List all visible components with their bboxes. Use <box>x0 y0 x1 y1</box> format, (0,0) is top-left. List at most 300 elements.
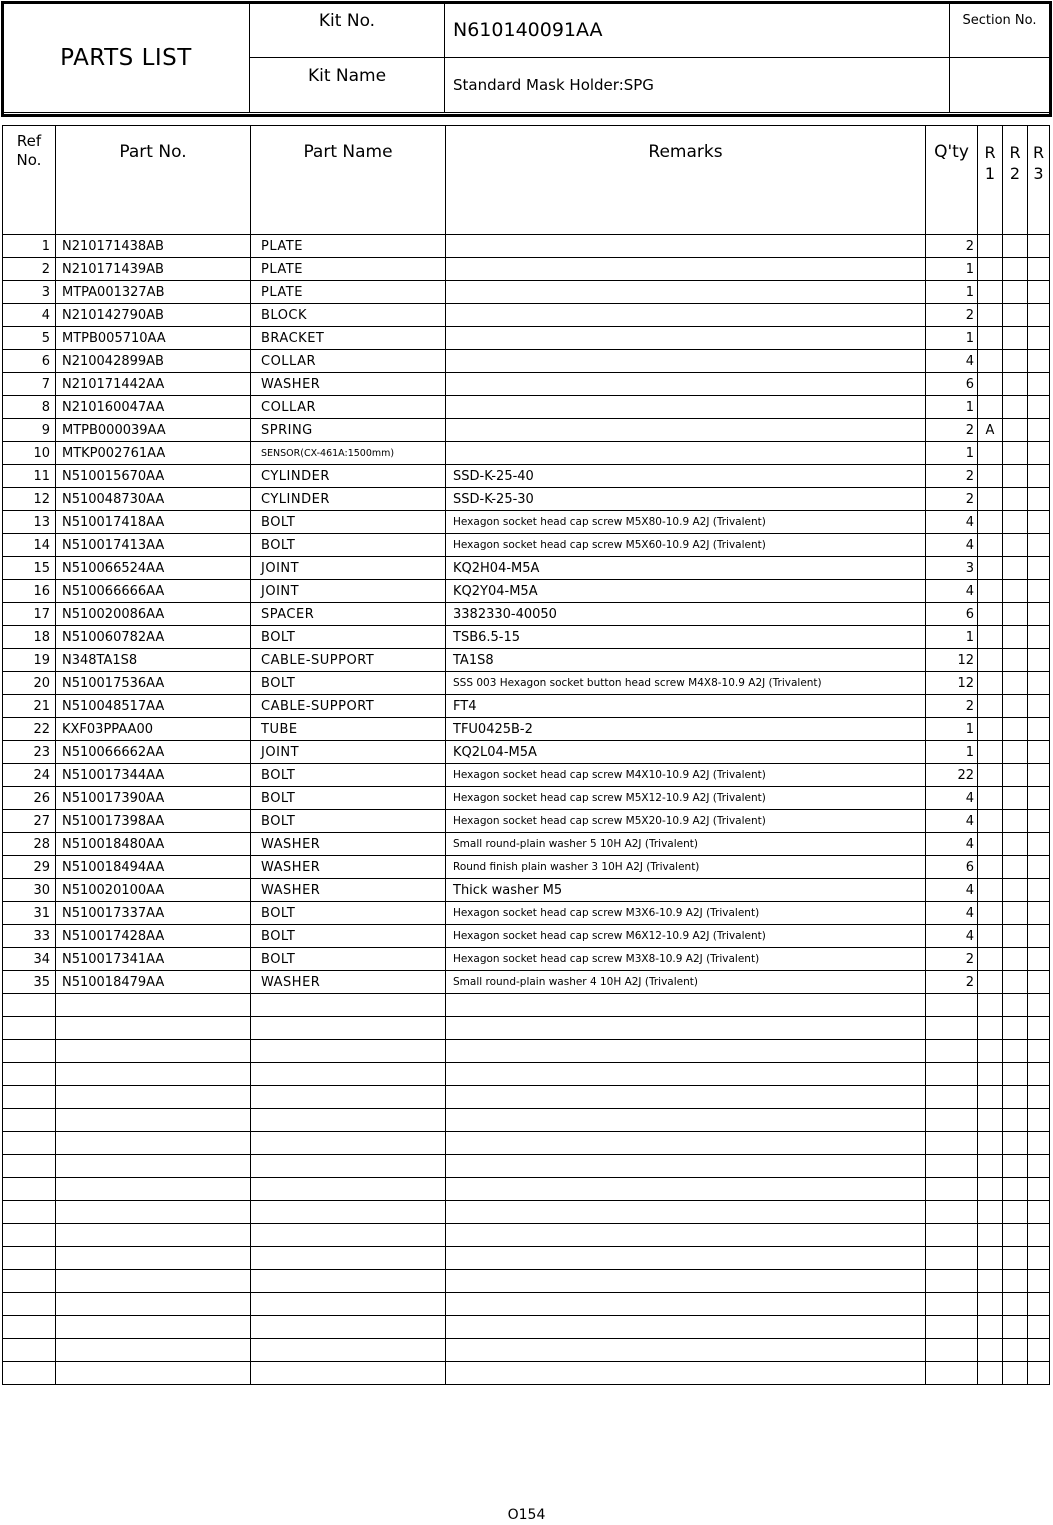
table-row <box>3 258 1050 281</box>
empty-cell <box>56 1316 251 1339</box>
table-row <box>3 810 1050 833</box>
empty-cell <box>978 1109 1003 1132</box>
table-row <box>3 442 1050 465</box>
r2-cell <box>1003 258 1028 281</box>
parts-body <box>3 235 1050 1385</box>
empty-cell <box>446 1063 926 1086</box>
parts-table <box>2 125 1050 1385</box>
table-row <box>3 511 1050 534</box>
part-name-cell: BOLT <box>251 534 446 557</box>
empty-cell <box>446 1155 926 1178</box>
table-row <box>3 948 1050 971</box>
empty-cell <box>251 1201 446 1224</box>
part-no-cell: MTKP002761AA <box>56 442 251 465</box>
qty-cell: 1 <box>926 327 978 350</box>
empty-cell <box>251 1362 446 1385</box>
empty-cell <box>3 1155 56 1178</box>
ref-no-cell: 21 <box>3 695 56 718</box>
r2-cell <box>1003 626 1028 649</box>
remarks-cell <box>446 258 926 281</box>
kit-header <box>2 2 1050 113</box>
empty-cell <box>251 1132 446 1155</box>
empty-cell <box>251 1293 446 1316</box>
empty-cell <box>56 1132 251 1155</box>
ref-no-cell: 22 <box>3 718 56 741</box>
r3-cell <box>1028 465 1050 488</box>
empty-cell <box>251 1270 446 1293</box>
empty-cell <box>926 1063 978 1086</box>
empty-cell <box>3 1178 56 1201</box>
ref-no-cell: 2 <box>3 258 56 281</box>
r2-cell <box>1003 396 1028 419</box>
r2-cell <box>1003 718 1028 741</box>
col-r3 <box>1028 126 1050 235</box>
part-no-cell: KXF03PPAA00 <box>56 718 251 741</box>
empty-cell <box>978 1316 1003 1339</box>
r1-cell <box>978 948 1003 971</box>
empty-cell <box>926 1293 978 1316</box>
qty-cell: 1 <box>926 281 978 304</box>
table-row <box>3 787 1050 810</box>
r3-cell <box>1028 833 1050 856</box>
col-r1-label: R 1 <box>984 143 996 183</box>
r3-cell <box>1028 925 1050 948</box>
empty-cell <box>3 1270 56 1293</box>
empty-cell <box>1003 1040 1028 1063</box>
qty-cell: 4 <box>926 580 978 603</box>
part-name-cell: TUBE <box>251 718 446 741</box>
ref-no-cell: 6 <box>3 350 56 373</box>
ref-no-cell: 15 <box>3 557 56 580</box>
remarks-cell: 3382330-40050 <box>446 603 926 626</box>
document-title: PARTS LIST <box>3 3 250 113</box>
empty-cell <box>1003 1316 1028 1339</box>
part-name-cell: BOLT <box>251 764 446 787</box>
qty-cell: 2 <box>926 304 978 327</box>
remarks-cell: FT4 <box>446 695 926 718</box>
remarks-cell <box>446 350 926 373</box>
part-no-cell: MTPB000039AA <box>56 419 251 442</box>
empty-cell <box>3 1086 56 1109</box>
empty-cell <box>1028 1017 1050 1040</box>
part-no-cell: N510018479AA <box>56 971 251 994</box>
qty-cell: 2 <box>926 695 978 718</box>
r1-cell <box>978 695 1003 718</box>
empty-cell <box>56 1017 251 1040</box>
kit-name-value: Standard Mask Holder:SPG <box>445 58 950 113</box>
r1-cell <box>978 304 1003 327</box>
r2-cell <box>1003 741 1028 764</box>
remarks-cell <box>446 235 926 258</box>
ref-no-cell: 8 <box>3 396 56 419</box>
empty-cell <box>446 1247 926 1270</box>
r2-cell <box>1003 833 1028 856</box>
r3-cell <box>1028 626 1050 649</box>
part-no-cell: N210171438AB <box>56 235 251 258</box>
qty-cell: 2 <box>926 419 978 442</box>
r1-cell <box>978 672 1003 695</box>
empty-cell <box>1028 1293 1050 1316</box>
part-no-cell: N510017536AA <box>56 672 251 695</box>
ref-no-cell: 33 <box>3 925 56 948</box>
empty-cell <box>1003 1132 1028 1155</box>
r1-cell <box>978 327 1003 350</box>
qty-cell: 1 <box>926 741 978 764</box>
qty-cell: 22 <box>926 764 978 787</box>
table-row <box>3 902 1050 925</box>
empty-cell <box>56 1040 251 1063</box>
part-name-cell: BLOCK <box>251 304 446 327</box>
empty-cell <box>1003 994 1028 1017</box>
qty-cell: 2 <box>926 465 978 488</box>
r3-cell <box>1028 396 1050 419</box>
qty-cell: 6 <box>926 373 978 396</box>
qty-cell: 6 <box>926 856 978 879</box>
r2-cell <box>1003 879 1028 902</box>
empty-cell <box>446 1132 926 1155</box>
r2-cell <box>1003 281 1028 304</box>
empty-cell <box>1003 1362 1028 1385</box>
empty-cell <box>3 1247 56 1270</box>
remarks-cell: SSD-K-25-40 <box>446 465 926 488</box>
empty-cell <box>251 1247 446 1270</box>
part-name-cell: PLATE <box>251 258 446 281</box>
qty-cell: 4 <box>926 925 978 948</box>
r1-cell <box>978 626 1003 649</box>
part-name-cell: SPACER <box>251 603 446 626</box>
empty-cell <box>926 1339 978 1362</box>
remarks-cell: Hexagon socket head cap screw M5X20-10.9 A2J (Trivalent) <box>446 810 926 833</box>
empty-cell <box>1003 1201 1028 1224</box>
remarks-cell: TFU0425B-2 <box>446 718 926 741</box>
kit-no-value: N610140091AA <box>445 3 950 58</box>
r1-cell <box>978 879 1003 902</box>
empty-cell <box>926 1132 978 1155</box>
empty-cell <box>251 994 446 1017</box>
empty-cell <box>3 1362 56 1385</box>
ref-no-cell: 24 <box>3 764 56 787</box>
table-row <box>3 534 1050 557</box>
empty-cell <box>1028 994 1050 1017</box>
qty-cell: 2 <box>926 488 978 511</box>
remarks-cell: KQ2Y04-M5A <box>446 580 926 603</box>
table-row <box>3 350 1050 373</box>
qty-cell: 1 <box>926 626 978 649</box>
part-name-cell: JOINT <box>251 557 446 580</box>
empty-table-row <box>3 1362 1050 1385</box>
empty-cell <box>3 1132 56 1155</box>
empty-cell <box>1003 1247 1028 1270</box>
empty-cell <box>251 1316 446 1339</box>
empty-cell <box>978 1040 1003 1063</box>
empty-cell <box>56 1086 251 1109</box>
kit-no-label: Kit No. <box>250 3 445 58</box>
empty-cell <box>926 1086 978 1109</box>
empty-table-row <box>3 1247 1050 1270</box>
r3-cell <box>1028 327 1050 350</box>
part-no-cell: MTPA001327AB <box>56 281 251 304</box>
remarks-cell: Hexagon socket head cap screw M5X60-10.9 A2J (Trivalent) <box>446 534 926 557</box>
r3-cell <box>1028 488 1050 511</box>
r1-cell <box>978 925 1003 948</box>
r1-cell: A <box>978 419 1003 442</box>
remarks-cell: SSD-K-25-30 <box>446 488 926 511</box>
empty-cell <box>446 1017 926 1040</box>
r1-cell <box>978 810 1003 833</box>
qty-cell: 4 <box>926 810 978 833</box>
table-row <box>3 488 1050 511</box>
r2-cell <box>1003 764 1028 787</box>
table-row <box>3 557 1050 580</box>
qty-cell: 4 <box>926 350 978 373</box>
r1-cell <box>978 787 1003 810</box>
qty-cell: 2 <box>926 971 978 994</box>
r3-cell <box>1028 557 1050 580</box>
table-row <box>3 718 1050 741</box>
ref-no-cell: 19 <box>3 649 56 672</box>
qty-cell: 4 <box>926 534 978 557</box>
r1-cell <box>978 718 1003 741</box>
part-name-cell: BOLT <box>251 925 446 948</box>
empty-table-row <box>3 1155 1050 1178</box>
section-no-label: Section No. <box>950 3 1050 58</box>
empty-cell <box>978 1201 1003 1224</box>
part-name-cell: CABLE-SUPPORT <box>251 649 446 672</box>
r2-cell <box>1003 902 1028 925</box>
empty-cell <box>978 1247 1003 1270</box>
qty-cell: 12 <box>926 672 978 695</box>
r2-cell <box>1003 557 1028 580</box>
ref-no-cell: 11 <box>3 465 56 488</box>
ref-no-cell: 17 <box>3 603 56 626</box>
part-no-cell: N510017341AA <box>56 948 251 971</box>
r1-cell <box>978 488 1003 511</box>
part-name-cell: WASHER <box>251 971 446 994</box>
ref-no-cell: 18 <box>3 626 56 649</box>
empty-cell <box>446 1224 926 1247</box>
qty-cell: 12 <box>926 649 978 672</box>
empty-cell <box>56 1362 251 1385</box>
remarks-cell: Hexagon socket head cap screw M3X8-10.9 A2J (Trivalent) <box>446 948 926 971</box>
empty-cell <box>446 1201 926 1224</box>
ref-no-cell: 30 <box>3 879 56 902</box>
remarks-cell: TA1S8 <box>446 649 926 672</box>
empty-cell <box>926 1316 978 1339</box>
empty-cell <box>926 994 978 1017</box>
table-row <box>3 764 1050 787</box>
table-row <box>3 856 1050 879</box>
part-no-cell: N510015670AA <box>56 465 251 488</box>
empty-cell <box>1003 1063 1028 1086</box>
r1-cell <box>978 281 1003 304</box>
empty-cell <box>1028 1155 1050 1178</box>
r1-cell <box>978 833 1003 856</box>
r2-cell <box>1003 603 1028 626</box>
r1-cell <box>978 971 1003 994</box>
remarks-cell: Hexagon socket head cap screw M5X12-10.9 A2J (Trivalent) <box>446 787 926 810</box>
empty-cell <box>251 1086 446 1109</box>
r1-cell <box>978 350 1003 373</box>
part-name-cell: PLATE <box>251 235 446 258</box>
table-row <box>3 649 1050 672</box>
r1-cell <box>978 603 1003 626</box>
ref-no-cell: 3 <box>3 281 56 304</box>
table-row <box>3 971 1050 994</box>
qty-cell: 3 <box>926 557 978 580</box>
empty-cell <box>1028 1224 1050 1247</box>
empty-cell <box>1028 1339 1050 1362</box>
remarks-cell <box>446 327 926 350</box>
part-name-cell: BOLT <box>251 948 446 971</box>
r3-cell <box>1028 741 1050 764</box>
empty-cell <box>1003 1155 1028 1178</box>
qty-cell: 6 <box>926 603 978 626</box>
r2-cell <box>1003 948 1028 971</box>
part-name-cell: WASHER <box>251 879 446 902</box>
table-row <box>3 304 1050 327</box>
part-name-cell: WASHER <box>251 373 446 396</box>
table-row <box>3 419 1050 442</box>
col-ref-label: Ref No. <box>16 132 42 169</box>
table-row <box>3 833 1050 856</box>
empty-cell <box>926 1247 978 1270</box>
r1-cell <box>978 902 1003 925</box>
empty-cell <box>3 1316 56 1339</box>
empty-cell <box>926 1362 978 1385</box>
table-row <box>3 626 1050 649</box>
ref-no-cell: 23 <box>3 741 56 764</box>
empty-cell <box>251 1017 446 1040</box>
part-no-cell: N210160047AA <box>56 396 251 419</box>
table-row <box>3 695 1050 718</box>
empty-cell <box>926 1201 978 1224</box>
part-no-cell: N510017413AA <box>56 534 251 557</box>
r1-cell <box>978 741 1003 764</box>
empty-cell <box>926 1224 978 1247</box>
col-qty: Q'ty <box>926 126 978 235</box>
empty-cell <box>978 994 1003 1017</box>
r2-cell <box>1003 856 1028 879</box>
part-name-cell: CABLE-SUPPORT <box>251 695 446 718</box>
table-row <box>3 879 1050 902</box>
remarks-cell: KQ2H04-M5A <box>446 557 926 580</box>
empty-cell <box>1003 1270 1028 1293</box>
col-part-name: Part Name <box>251 126 446 235</box>
part-no-cell: N510017398AA <box>56 810 251 833</box>
empty-table-row <box>3 1132 1050 1155</box>
qty-cell: 4 <box>926 511 978 534</box>
r3-cell <box>1028 948 1050 971</box>
ref-no-cell: 9 <box>3 419 56 442</box>
part-no-cell: N510048517AA <box>56 695 251 718</box>
empty-cell <box>926 1178 978 1201</box>
table-row <box>3 327 1050 350</box>
empty-table-row <box>3 1339 1050 1362</box>
empty-cell <box>56 1247 251 1270</box>
part-name-cell: PLATE <box>251 281 446 304</box>
part-no-cell: N210142790AB <box>56 304 251 327</box>
part-name-cell: BOLT <box>251 902 446 925</box>
empty-cell <box>1003 1086 1028 1109</box>
table-row <box>3 235 1050 258</box>
r2-cell <box>1003 534 1028 557</box>
empty-cell <box>251 1040 446 1063</box>
remarks-cell <box>446 373 926 396</box>
qty-cell: 4 <box>926 833 978 856</box>
r1-cell <box>978 373 1003 396</box>
r1-cell <box>978 649 1003 672</box>
qty-cell: 1 <box>926 442 978 465</box>
empty-table-row <box>3 1293 1050 1316</box>
empty-table-row <box>3 1270 1050 1293</box>
empty-cell <box>446 1316 926 1339</box>
empty-cell <box>1028 1132 1050 1155</box>
table-row <box>3 465 1050 488</box>
remarks-cell: Round finish plain washer 3 10H A2J (Trivalent) <box>446 856 926 879</box>
ref-no-cell: 5 <box>3 327 56 350</box>
empty-cell <box>1028 1270 1050 1293</box>
empty-cell <box>1028 1109 1050 1132</box>
empty-cell <box>926 1017 978 1040</box>
empty-cell <box>56 1178 251 1201</box>
empty-cell <box>251 1155 446 1178</box>
part-name-cell: BOLT <box>251 810 446 833</box>
section-no-value <box>950 58 1050 113</box>
r3-cell <box>1028 902 1050 925</box>
ref-no-cell: 14 <box>3 534 56 557</box>
r3-cell <box>1028 235 1050 258</box>
empty-cell <box>1003 1109 1028 1132</box>
r1-cell <box>978 856 1003 879</box>
r2-cell <box>1003 925 1028 948</box>
empty-cell <box>978 1086 1003 1109</box>
remarks-cell <box>446 304 926 327</box>
empty-cell <box>978 1132 1003 1155</box>
r1-cell <box>978 258 1003 281</box>
part-name-cell: CYLINDER <box>251 465 446 488</box>
part-name-cell: WASHER <box>251 856 446 879</box>
r2-cell <box>1003 511 1028 534</box>
remarks-cell <box>446 419 926 442</box>
table-row <box>3 741 1050 764</box>
col-remarks: Remarks <box>446 126 926 235</box>
empty-table-row <box>3 1316 1050 1339</box>
ref-no-cell: 29 <box>3 856 56 879</box>
r1-cell <box>978 580 1003 603</box>
empty-cell <box>978 1017 1003 1040</box>
r3-cell <box>1028 373 1050 396</box>
col-r2 <box>1003 126 1028 235</box>
empty-cell <box>926 1270 978 1293</box>
empty-cell <box>926 1155 978 1178</box>
empty-cell <box>926 1040 978 1063</box>
part-no-cell: N510020086AA <box>56 603 251 626</box>
empty-cell <box>1028 1040 1050 1063</box>
remarks-cell: Thick washer M5 <box>446 879 926 902</box>
empty-cell <box>3 1040 56 1063</box>
empty-table-row <box>3 1040 1050 1063</box>
part-name-cell: JOINT <box>251 580 446 603</box>
r1-cell <box>978 396 1003 419</box>
r3-cell <box>1028 695 1050 718</box>
empty-cell <box>3 1063 56 1086</box>
col-part-no: Part No. <box>56 126 251 235</box>
part-no-cell: N510048730AA <box>56 488 251 511</box>
empty-cell <box>978 1224 1003 1247</box>
empty-table-row <box>3 1063 1050 1086</box>
empty-cell <box>56 1270 251 1293</box>
empty-cell <box>446 1086 926 1109</box>
